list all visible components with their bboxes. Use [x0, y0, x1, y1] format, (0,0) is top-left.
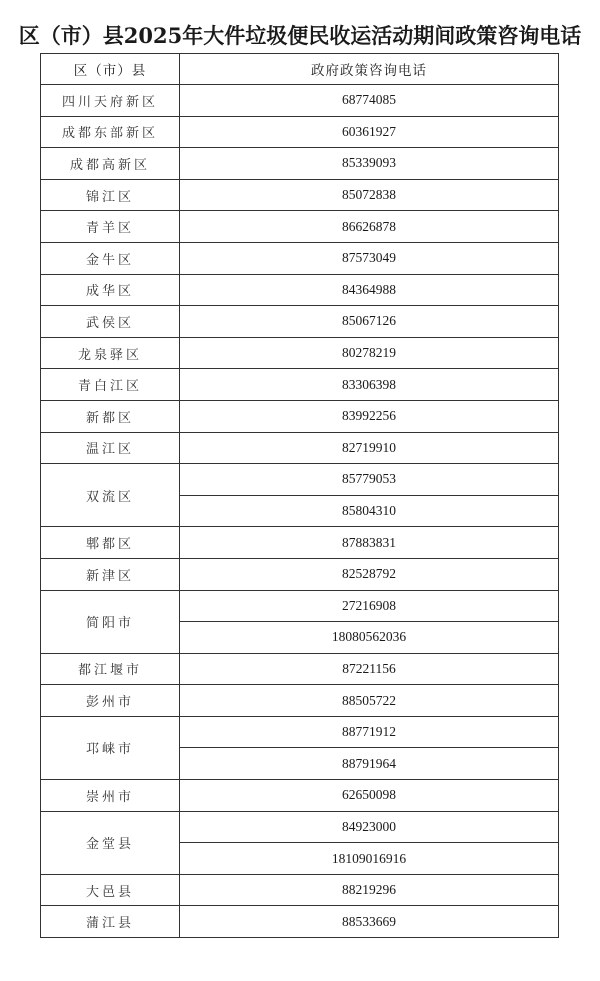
- district-cell: 青白江区: [41, 369, 180, 401]
- phone-cell: 87573049: [180, 242, 559, 274]
- phone-cell: 18080562036: [180, 622, 559, 654]
- phone-cell: 88219296: [180, 874, 559, 906]
- phone-cell: 83306398: [180, 369, 559, 401]
- phone-cell: 80278219: [180, 337, 559, 369]
- phone-cell: 87883831: [180, 527, 559, 559]
- phone-cell: 27216908: [180, 590, 559, 622]
- district-cell: 大邑县: [41, 874, 180, 906]
- header-district: 区（市）县: [41, 54, 180, 85]
- district-cell: 崇州市: [41, 780, 180, 812]
- table-row: [41, 685, 559, 717]
- phone-cell: 84364988: [180, 274, 559, 306]
- phone-cell: 85804310: [180, 495, 559, 527]
- district-cell: 邛崃市: [41, 716, 180, 779]
- table-row: [41, 558, 559, 590]
- district-cell: 青羊区: [41, 211, 180, 243]
- phone-cell: 88791964: [180, 748, 559, 780]
- district-cell: 四川天府新区: [41, 85, 180, 117]
- phone-cell: 88505722: [180, 685, 559, 717]
- district-cell: 简阳市: [41, 590, 180, 653]
- district-cell: 新津区: [41, 558, 180, 590]
- header-phone: 政府政策咨询电话: [180, 54, 559, 85]
- table-row: [41, 811, 559, 843]
- district-cell: 锦江区: [41, 179, 180, 211]
- phone-cell: 85072838: [180, 179, 559, 211]
- table-row: [41, 211, 559, 243]
- phone-cell: 85067126: [180, 306, 559, 338]
- page-title: 区（市）县2025年大件垃圾便民收运活动期间政策咨询电话: [18, 23, 582, 48]
- district-cell: 彭州市: [41, 685, 180, 717]
- phone-cell: 86626878: [180, 211, 559, 243]
- phone-cell: 68774085: [180, 85, 559, 117]
- district-cell: 郫都区: [41, 527, 180, 559]
- table-row: [41, 369, 559, 401]
- phone-cell: 87221156: [180, 653, 559, 685]
- phone-cell: 82719910: [180, 432, 559, 464]
- phone-cell: 82528792: [180, 558, 559, 590]
- table-row: [41, 432, 559, 464]
- table-row: [41, 85, 559, 117]
- table-row: [41, 590, 559, 622]
- table-row: [41, 306, 559, 338]
- phone-cell: 60361927: [180, 116, 559, 148]
- table-row: [41, 116, 559, 148]
- table-row: [41, 400, 559, 432]
- district-cell: 都江堰市: [41, 653, 180, 685]
- district-cell: 龙泉驿区: [41, 337, 180, 369]
- district-cell: 温江区: [41, 432, 180, 464]
- district-cell: 蒲江县: [41, 906, 180, 938]
- phone-cell: 88533669: [180, 906, 559, 938]
- table-row: [41, 337, 559, 369]
- table-row: [41, 179, 559, 211]
- phone-cell: 85339093: [180, 148, 559, 180]
- phone-cell: 83992256: [180, 400, 559, 432]
- phone-cell: 84923000: [180, 811, 559, 843]
- district-cell: 金堂县: [41, 811, 180, 874]
- phone-cell: 62650098: [180, 780, 559, 812]
- table-row: [41, 906, 559, 938]
- district-cell: 武侯区: [41, 306, 180, 338]
- table-row: [41, 716, 559, 748]
- table-row: [41, 464, 559, 496]
- table-row: [41, 653, 559, 685]
- district-cell: 成都高新区: [41, 148, 180, 180]
- table-row: [41, 274, 559, 306]
- table-row: [41, 780, 559, 812]
- district-cell: 金牛区: [41, 242, 180, 274]
- phone-table: [40, 53, 559, 938]
- district-cell: 新都区: [41, 400, 180, 432]
- district-cell: 双流区: [41, 464, 180, 527]
- table-row: [41, 527, 559, 559]
- table-row: [41, 874, 559, 906]
- phone-cell: 18109016916: [180, 843, 559, 875]
- district-cell: 成华区: [41, 274, 180, 306]
- phone-cell: 88771912: [180, 716, 559, 748]
- table-header-row: [41, 54, 559, 85]
- table-body: [41, 85, 559, 938]
- district-cell: 成都东部新区: [41, 116, 180, 148]
- table-row: [41, 242, 559, 274]
- phone-cell: 85779053: [180, 464, 559, 496]
- table-row: [41, 148, 559, 180]
